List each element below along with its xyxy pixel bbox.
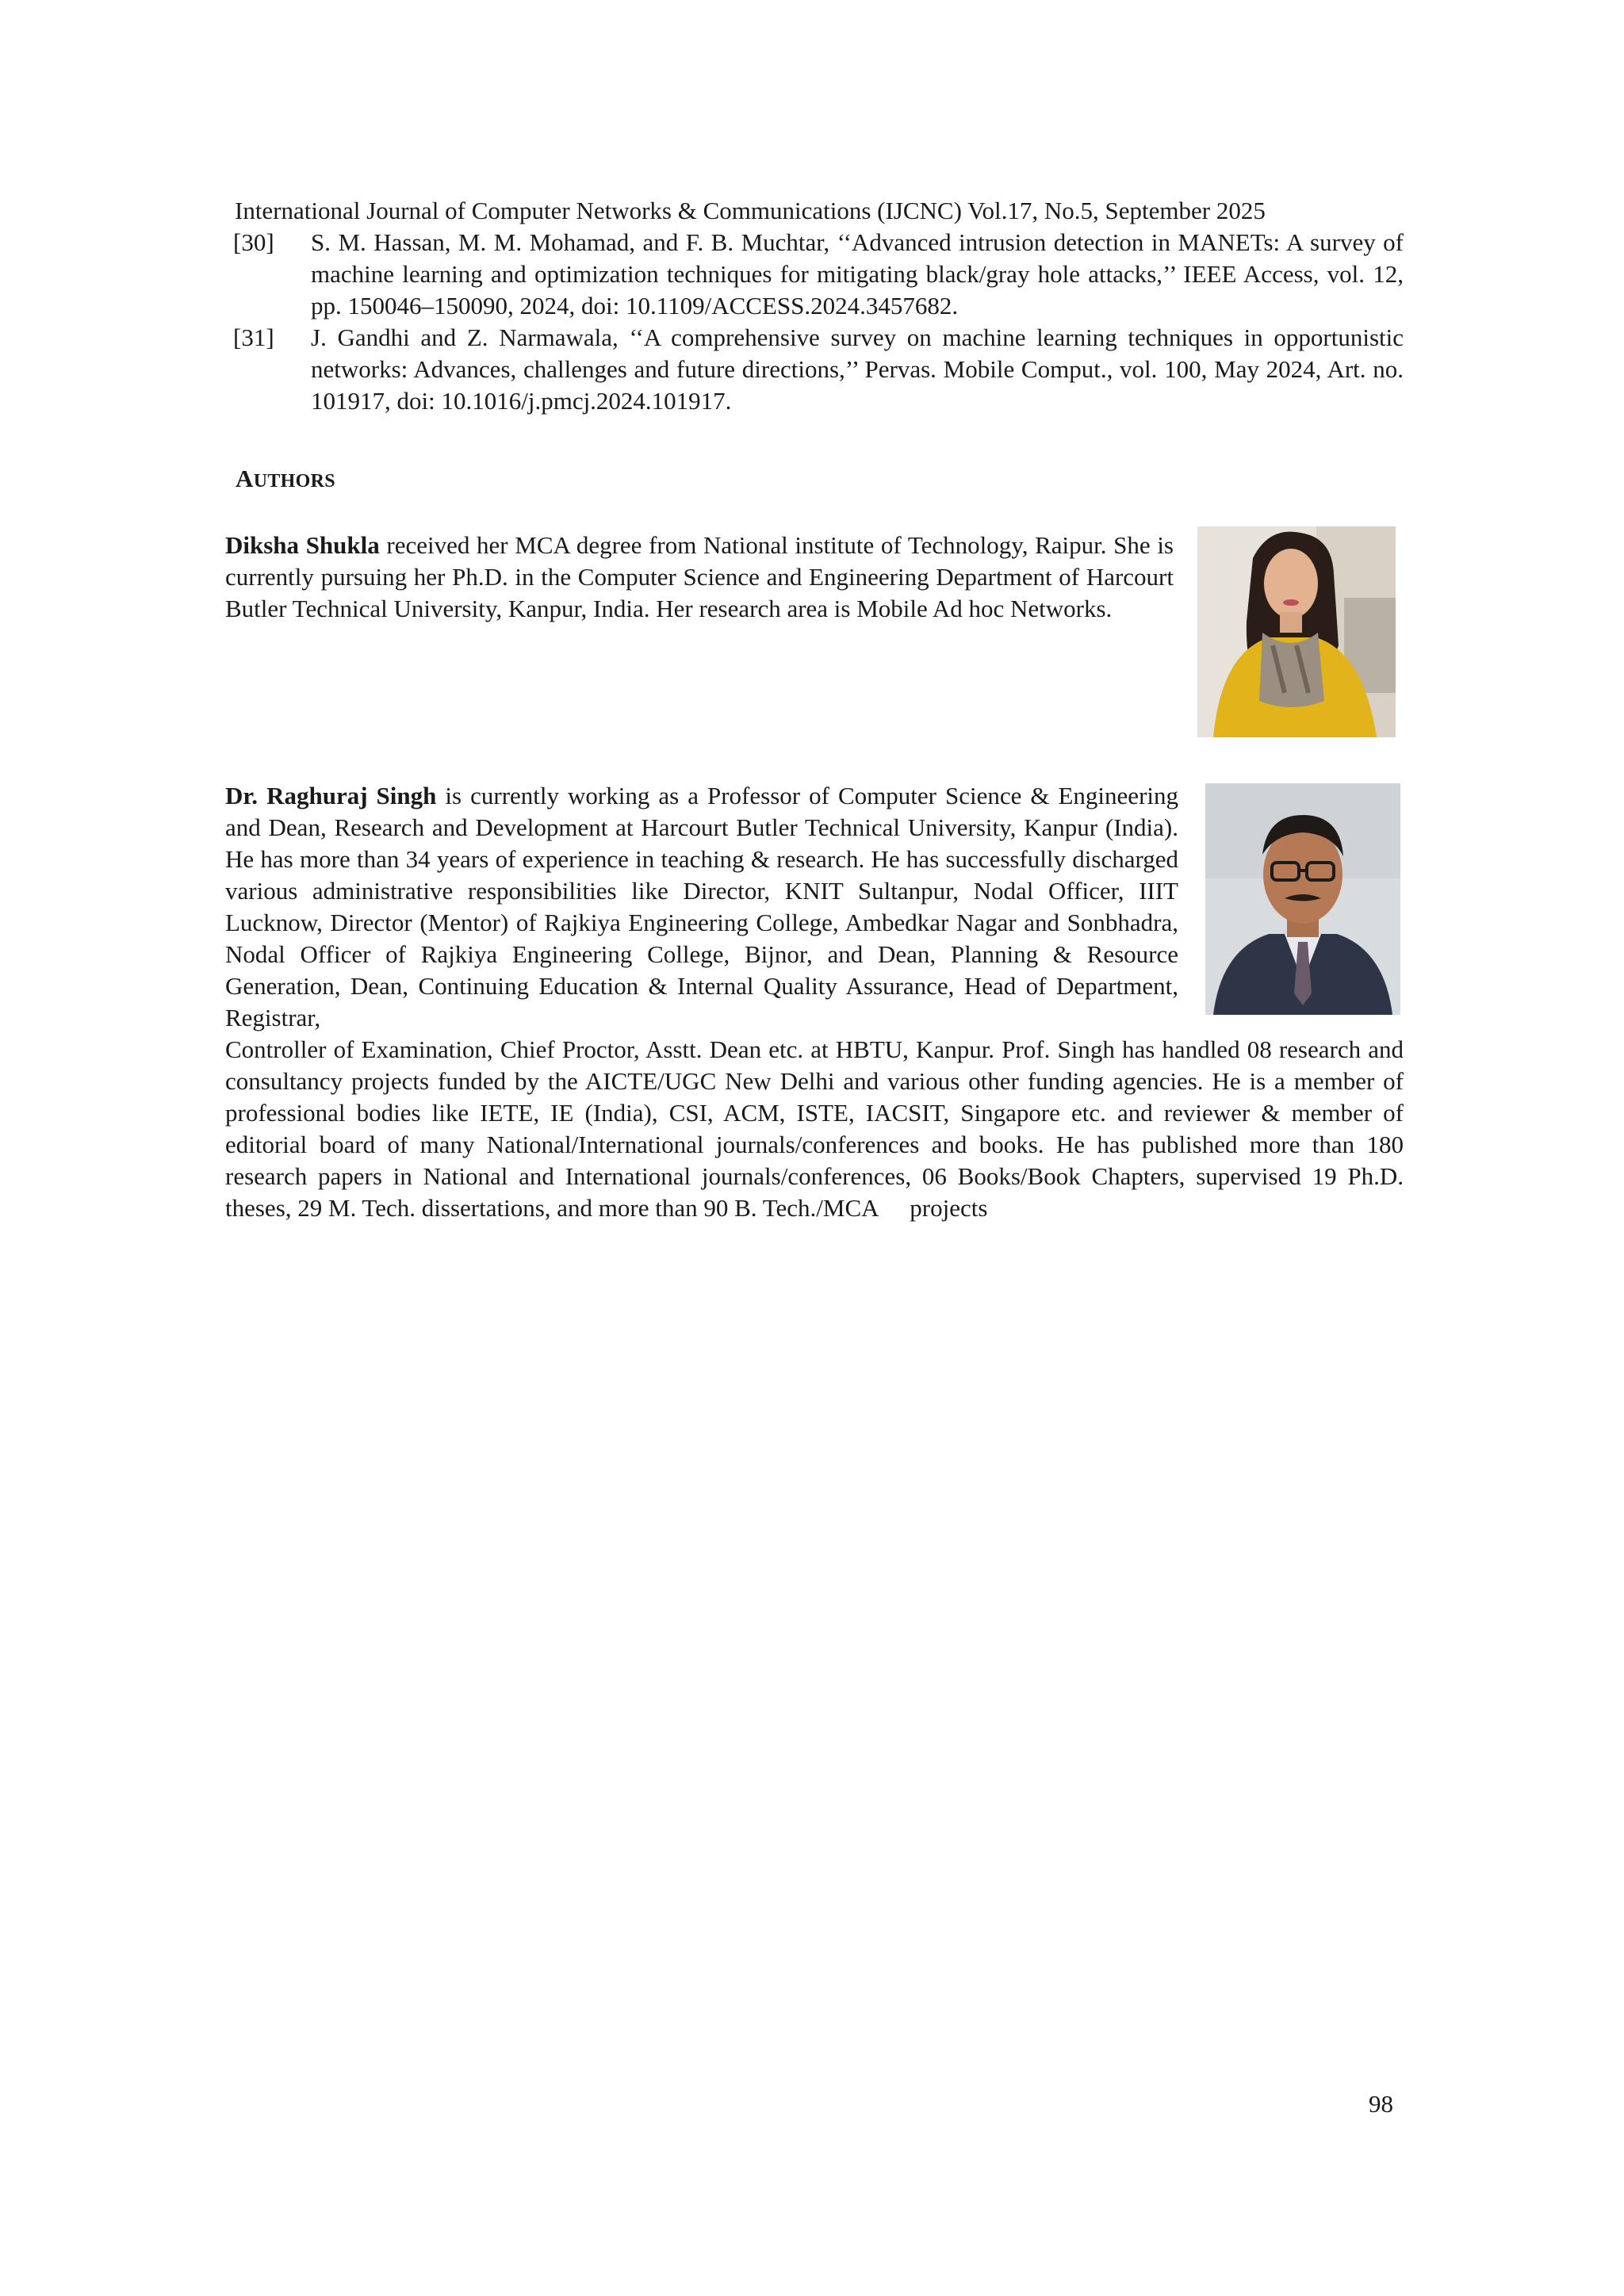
author-bio (225, 780, 1178, 1034)
page-number: 98 (1369, 2090, 1393, 2118)
reference-text: J. Gandhi and Z. Narmawala, ‘‘A comprehensive survey on machine learning techniques in opportunistic networks: Advances, challenges and future directions,’’ Pervas. Mobile Comput., vol. 100, May 2024, Art. no. 101917, doi: 10.1016/j.pmcj.2024.101917. (311, 323, 1404, 415)
journal-header: International Journal of Computer Networks & Communications (IJCNC) Vol.17, No.5, September 2025 (235, 197, 1266, 224)
author-bio-text: is currently working as a Professor of Computer Science & Engineering and Dean, Research and Development at Harcourt Butler Technical University, Kanpur (India). He has more than 34 years of experience in teaching & research. He has successfully discharged various administrative responsibilities like Director, KNIT Sultanpur, Nodal Officer, IIIT Lucknow, Director (Mentor) of Rajkiya Engineering College, Ambedkar Nagar and Sonbhadra, Nodal Officer of Rajkiya Engineering College, Bijnor, and Dean, Planning & Resource Generation, Dean, Continuing Education & Internal Quality Assurance, Head of Department, Registrar, (225, 782, 1179, 1031)
reference-list (232, 227, 1404, 417)
authors-heading-initial: A (236, 465, 254, 492)
author-bio-continued: Controller of Examination, Chief Proctor, Asstt. Dean etc. at HBTU, Kanpur. Prof. Singh has handled 08 research and consultancy projects funded by the AICTE/UGC New Delhi and various other funding agencies. He is a member of professional bodies like IETE, IE (India), CSI, ACM, ISTE, IACSIT, Singapore etc. and reviewer & member of editorial board of many National/International journals/conferences and books. He has published more than 180 research papers in National and International journals/conferences, 06 Books/Book Chapters, supervised 19 Ph.D. theses, 29 M. Tech. dissertations, and more than 90 B. Tech./MCA projects (225, 1035, 1404, 1222)
reference-item (232, 322, 1404, 417)
author-photo (1205, 783, 1400, 1015)
author-bio (225, 530, 1174, 625)
author-photo (1197, 526, 1396, 737)
author-bio-text: received her MCA degree from National institute of Technology, Raipur. She is currently pursuing her Ph.D. in the Computer Science and Engineering Department of Harcourt Butler Technical University, Kanpur, India. Her research area is Mobile Ad hoc Networks. (225, 531, 1174, 622)
reference-item (232, 227, 1404, 322)
authors-heading-rest: UTHORS (253, 471, 335, 492)
reference-number: [31] (233, 323, 274, 351)
author-name: Diksha Shukla (225, 531, 380, 559)
author-name: Dr. Raghuraj Singh (225, 782, 437, 809)
reference-number: [30] (233, 228, 274, 256)
authors-heading (236, 465, 335, 493)
reference-text: S. M. Hassan, M. M. Mohamad, and F. B. Muchtar, ‘‘Advanced intrusion detection in MANETs: A survey of machine learning and optimization techniques for mitigating black/gray hole attacks,’’ IEEE Access, vol. 12, pp. 150046–150090, 2024, doi: 10.1109/ACCESS.2024.3457682. (311, 228, 1404, 320)
